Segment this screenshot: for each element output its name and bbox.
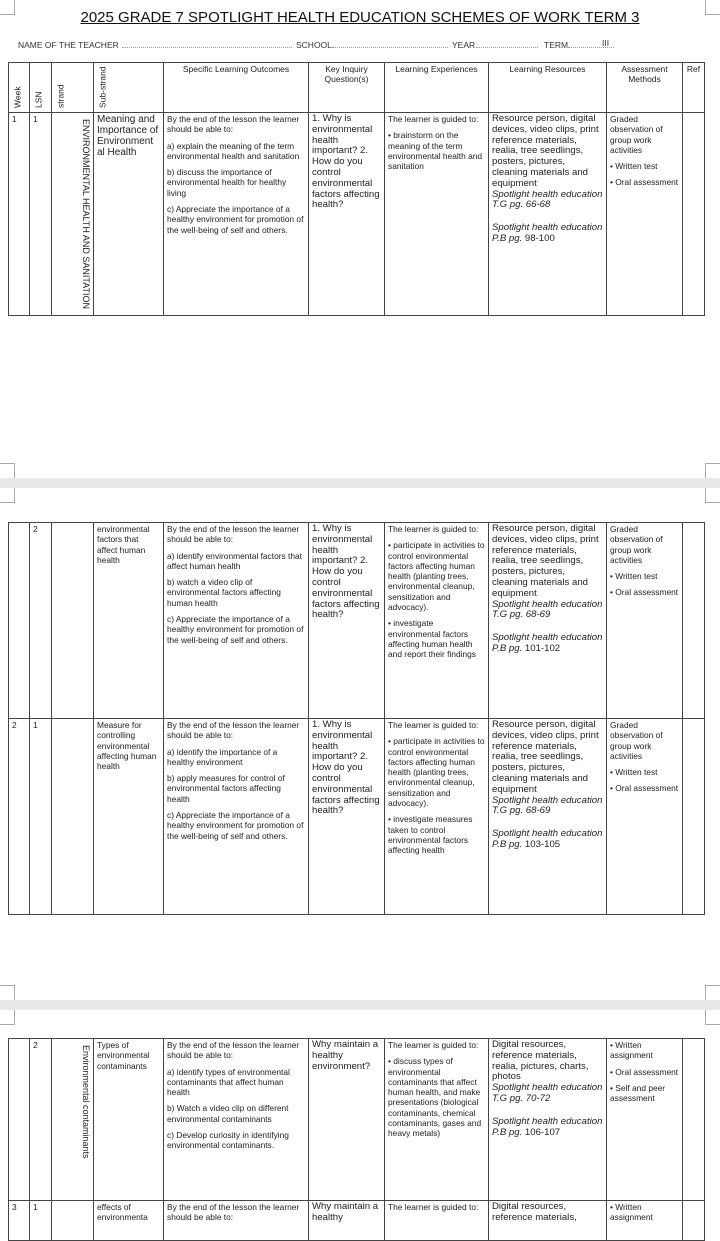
crop-mark <box>705 985 720 1000</box>
page-1 <box>0 0 720 478</box>
document-title: 2025 GRADE 7 SPOTLIGHT HEALTH EDUCATION SCHEMES OF WORK TERM 3 <box>80 9 640 26</box>
ref-cell <box>683 719 705 915</box>
crop-mark <box>0 985 15 1000</box>
am-line: Graded observation of group work activities <box>610 524 663 565</box>
le-line: • investigate environmental factors affecting human health and report their findings <box>388 618 476 660</box>
year-label: YEAR <box>452 40 476 50</box>
am-line: Graded observation of group work activities <box>610 114 663 155</box>
am-line: • Self and peer assessment <box>610 1082 666 1104</box>
header-ref: Ref <box>683 63 705 113</box>
slo-line: c) Appreciate the importance of a healthy environment for promotion of the well-being of self and others. <box>167 810 304 841</box>
le-line: The learner is guided to: <box>388 720 479 730</box>
teacher-label: NAME OF THE TEACHER <box>18 40 119 50</box>
lr-pb: Spotlight health education P.B pg. <box>492 828 603 850</box>
strand-cell: Environmental contaminants <box>52 1039 94 1201</box>
am-line: • Written test <box>610 161 658 172</box>
lr-tg: Spotlight health education T.G pg. 68-69 <box>492 598 603 621</box>
table-row <box>9 113 705 316</box>
le-cell: The learner is guided to: <box>385 1201 489 1241</box>
lsn-cell: 1 <box>30 1201 52 1241</box>
scheme-table-page-3 <box>8 1038 705 1241</box>
sub-strand-cell: environmental factors that affect human health <box>94 523 164 719</box>
slo-cell: By the end of the lesson the learner should be able to: <box>164 1201 309 1241</box>
slo-line: By the end of the lesson the learner should be able to: <box>167 114 300 135</box>
lr-pb-pages: 98-100 <box>524 232 555 244</box>
lr-text: Resource person, digital devices, video clips, print reference materials, realia, tree seedlings, posters, pictures, cleaning materials and equipment <box>492 523 599 599</box>
lr-tg: Spotlight health education T.G pg. 70-72 <box>492 1082 603 1104</box>
le-line: • participate in activities to control environmental factors affecting human health (planting trees, environmental cleanup, sensitization and advocacy). <box>388 540 485 613</box>
school-blank <box>332 47 448 48</box>
school-label: SCHOOL <box>296 40 332 50</box>
page-gap <box>0 478 720 488</box>
am-cell: • Written assignment <box>607 1201 683 1241</box>
slo-line: c) Appreciate the importance of a healthy environment for promotion of the well-being of self and others. <box>167 614 304 645</box>
lr-text: Resource person, digital devices, video clips, print reference materials, realia, tree seedlings, posters, pictures, cleaning materials and equipment <box>492 113 599 189</box>
slo-cell <box>164 523 309 719</box>
week-cell <box>9 1039 30 1201</box>
week-cell: 2 <box>9 719 30 915</box>
lr-pb: Spotlight health education P.B pg. <box>492 222 603 244</box>
am-line: • Written test <box>610 767 658 778</box>
am-line: • Written assignment <box>610 1040 653 1061</box>
sub-strand-cell: Meaning and Importance of Environment al Health <box>94 113 164 316</box>
year-blank <box>476 47 538 48</box>
header-le: Learning Experiences <box>385 63 489 113</box>
crop-mark <box>705 1010 720 1025</box>
page-3 <box>0 1010 720 1228</box>
lr-pb-pages: 103-105 <box>524 838 561 850</box>
slo-line: b) discuss the importance of environmental health for healthy living <box>167 167 287 198</box>
slo-line: By the end of the lesson the learner should be able to: <box>167 1040 300 1061</box>
sub-strand-cell: Measure for controlling environmental affecting human health <box>94 719 164 915</box>
le-line: The learner is guided to: <box>388 1040 479 1050</box>
am-line: • Oral assessment <box>610 783 679 794</box>
table-row <box>9 1039 705 1201</box>
week-cell <box>9 523 30 719</box>
am-line: • Oral assessment <box>610 177 679 188</box>
scheme-table-page-2 <box>8 522 705 915</box>
crop-mark <box>0 1010 15 1025</box>
crop-mark <box>705 463 720 478</box>
slo-cell <box>164 113 309 316</box>
le-line: • investigate measures taken to control environmental factors affecting health <box>388 814 473 856</box>
term-value: III <box>602 38 610 48</box>
header-row <box>9 63 705 113</box>
slo-line: b) apply measures for control of environmental factors affecting health <box>167 773 285 804</box>
le-cell <box>385 1039 489 1201</box>
le-line: • participate in activities to control environmental factors affecting human health (planting trees, environmental cleanup, sensitization and advocacy). <box>388 736 485 809</box>
lr-pb-pages: 106-107 <box>524 1126 561 1138</box>
strand-cell: ENVIRONMENTAL HEALTH AND SANITATION <box>52 113 94 316</box>
header-kiq: Key Inquiry Question(s) <box>309 63 385 113</box>
header-strand: strand <box>52 63 94 113</box>
slo-line: b) Watch a video clip on different environmental contaminants <box>167 1103 289 1124</box>
lr-tg: Spotlight health education T.G pg. 68-69 <box>492 794 603 817</box>
crop-mark <box>0 463 15 478</box>
am-line: • Oral assessment <box>610 1066 679 1077</box>
le-line: The learner is guided to: <box>388 524 479 534</box>
ref-cell <box>683 113 705 316</box>
lr-cell <box>489 1039 607 1201</box>
table-row <box>9 1201 705 1241</box>
kiq-cell: 1. Why is environmental health important? 2. How do you control environmental factors affecting health? <box>309 113 385 316</box>
page-gap <box>0 1000 720 1010</box>
scheme-table-page-1 <box>8 62 705 316</box>
crop-mark <box>705 488 720 503</box>
lr-cell <box>489 523 607 719</box>
sub-strand-cell: effects of environmenta <box>94 1201 164 1241</box>
slo-line: By the end of the lesson the learner should be able to: <box>167 524 300 545</box>
lsn-cell: 2 <box>30 1039 52 1201</box>
le-line: • discuss types of environmental contaminants that affect human health, and make presentations (biological contaminants, chemical contaminants, gases and heavy metals) <box>388 1056 482 1139</box>
strand-cell <box>52 523 94 719</box>
le-cell <box>385 113 489 316</box>
teacher-blank <box>122 47 292 48</box>
slo-line: a) identify the importance of a healthy environment <box>167 746 278 767</box>
le-line: The learner is guided to: <box>388 114 479 124</box>
slo-cell <box>164 1039 309 1201</box>
slo-line: a) identify types of environmental contaminants that affect human health <box>167 1066 290 1098</box>
slo-line: b) watch a video clip of environmental factors affecting human health <box>167 577 281 608</box>
ref-cell <box>683 523 705 719</box>
week-cell: 1 <box>9 113 30 316</box>
slo-line: a) explain the meaning of the term environmental health and sanitation <box>167 140 300 161</box>
header-lsn: LSN <box>30 63 52 113</box>
am-line: Graded observation of group work activities <box>610 720 663 761</box>
table-row <box>9 719 705 915</box>
header-lr: Learning Resources <box>489 63 607 113</box>
kiq-cell: 1. Why is environmental health important? 2. How do you control environmental factors affecting health? <box>309 719 385 915</box>
am-cell <box>607 113 683 316</box>
lsn-cell: 2 <box>30 523 52 719</box>
slo-line: c) Develop curiosity in identifying environmental contaminants. <box>167 1130 289 1151</box>
lr-pb: Spotlight health education P.B pg. <box>492 632 603 654</box>
slo-cell <box>164 719 309 915</box>
header-slo: Specific Learning Outcomes <box>164 63 309 113</box>
lr-text: Resource person, digital devices, video clips, print reference materials, realia, tree seedlings, posters, pictures, cleaning materials and equipment <box>492 719 599 795</box>
lsn-cell: 1 <box>30 113 52 316</box>
am-cell <box>607 523 683 719</box>
header-am: Assessment Methods <box>607 63 683 113</box>
term-label: TERM <box>544 40 569 50</box>
lr-pb: Spotlight health education P.B pg. <box>492 1115 603 1138</box>
crop-mark <box>0 488 15 503</box>
header-sub-strand: Sub-strand <box>94 63 164 113</box>
lsn-cell: 1 <box>30 719 52 915</box>
am-line: • Oral assessment <box>610 587 679 598</box>
lr-cell: Digital resources, reference materials, <box>489 1201 607 1241</box>
lr-text: Digital resources, reference materials, realia, pictures, charts, photos <box>492 1039 589 1083</box>
am-line: • Written test <box>610 571 658 582</box>
slo-line: a) identify environmental factors that affect human health <box>167 550 302 571</box>
kiq-cell: Why maintain a healthy <box>309 1201 385 1241</box>
lr-tg: Spotlight health education T.G pg. 66-68 <box>492 188 603 211</box>
header-week: Week <box>9 63 30 113</box>
slo-line: By the end of the lesson the learner should be able to: <box>167 720 300 741</box>
lr-cell <box>489 113 607 316</box>
le-cell <box>385 719 489 915</box>
table-row <box>9 523 705 719</box>
ref-cell <box>683 1201 705 1241</box>
ref-cell <box>683 1039 705 1201</box>
kiq-cell: 1. Why is environmental health important? 2. How do you control environmental factors affecting health? <box>309 523 385 719</box>
kiq-cell: Why maintain a healthy environment? <box>309 1039 385 1201</box>
lr-cell <box>489 719 607 915</box>
slo-line: c) Appreciate the importance of a healthy environment for promotion of the well-being of self and others. <box>167 204 304 235</box>
lr-pb-pages: 101-102 <box>524 642 561 654</box>
am-cell <box>607 1039 683 1201</box>
am-cell <box>607 719 683 915</box>
strand-cell <box>52 1201 94 1241</box>
strand-cell <box>52 719 94 915</box>
page-2 <box>0 488 720 1000</box>
week-cell: 3 <box>9 1201 30 1241</box>
le-line: • brainstorm on the meaning of the term environmental health and sanitation <box>388 130 483 172</box>
le-cell <box>385 523 489 719</box>
sub-strand-cell: Types of environmental contaminants <box>94 1039 164 1201</box>
